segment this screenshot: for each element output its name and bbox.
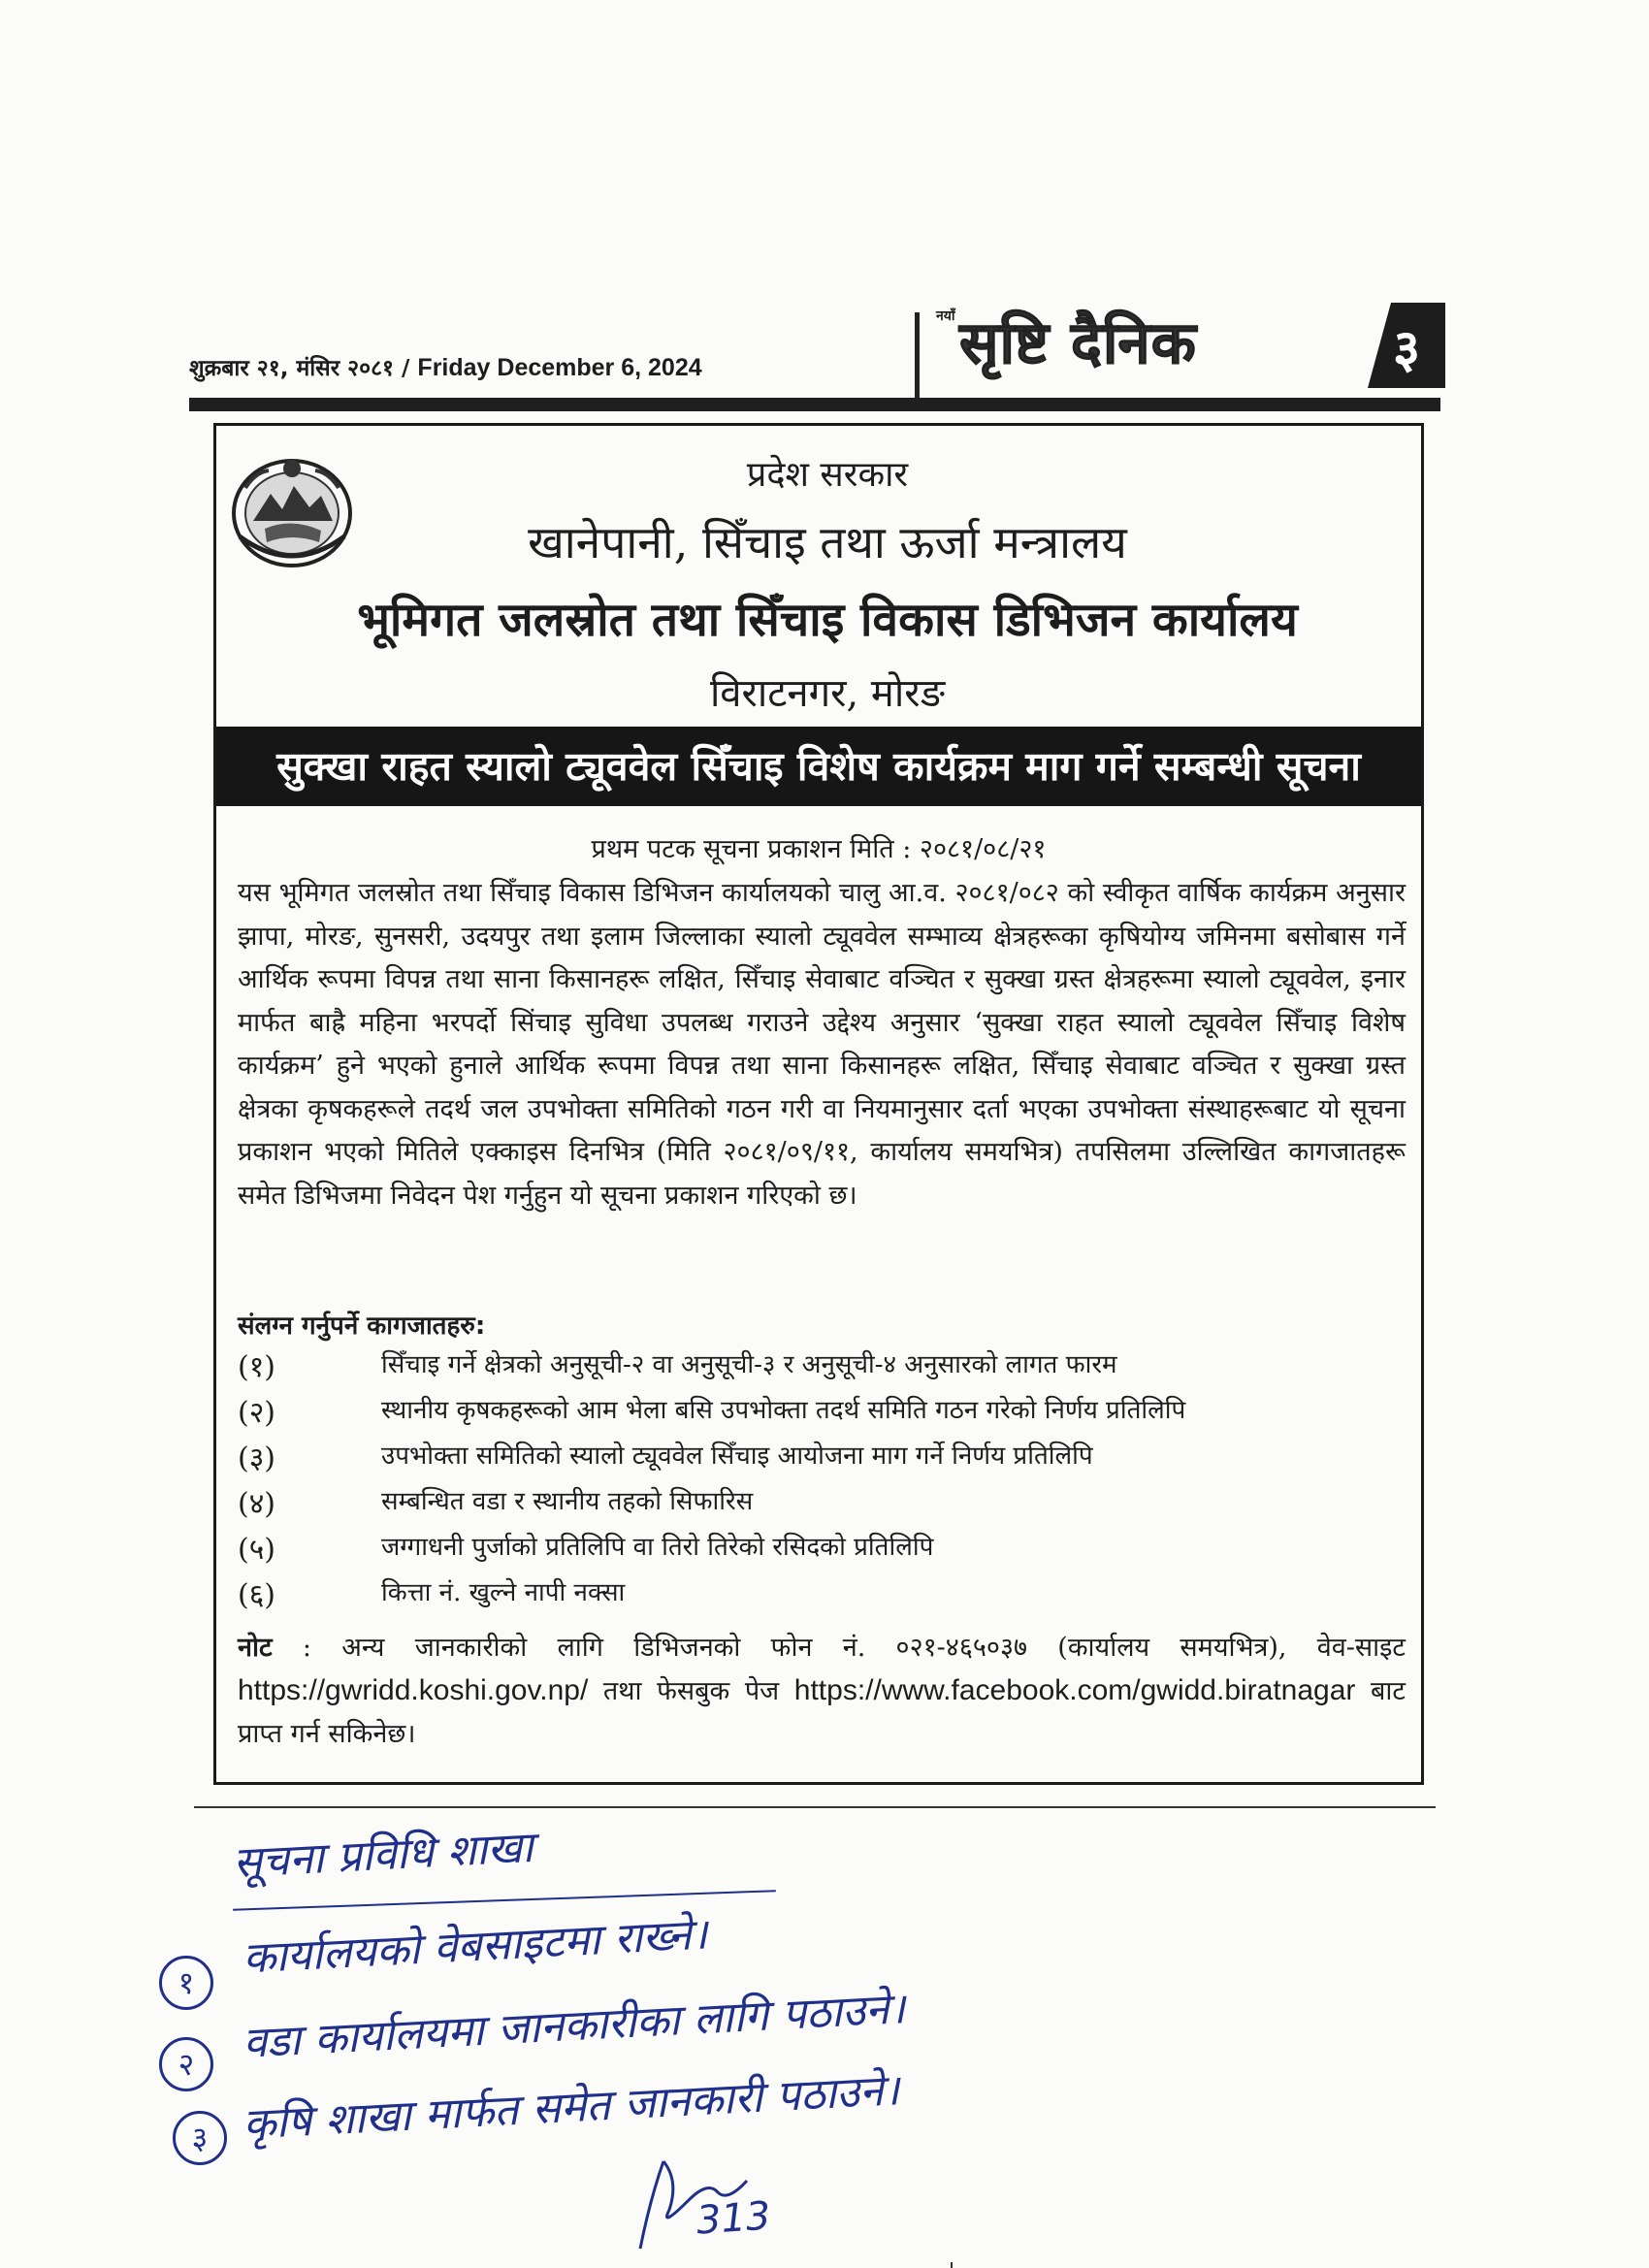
facebook-link[interactable]: https://www.facebook.com/gwidd.biratnagar — [793, 1674, 1356, 1706]
list-item-number: (१) — [238, 1350, 276, 1384]
header-ministry: खानेपानी, सिँचाइ तथा ऊर्जा मन्त्रालय — [528, 516, 1127, 568]
brand-prefix: नयाँ — [936, 308, 955, 324]
newspaper-masthead — [189, 301, 1440, 407]
handwritten-number: ३ — [173, 2111, 227, 2165]
note-label: नोट — [238, 1633, 273, 1663]
brand-name: सृष्टि दैनिक — [959, 309, 1197, 377]
list-item-number: (६) — [238, 1578, 276, 1612]
list-item — [238, 1345, 1402, 1391]
header-office: भूमिगत जलस्रोत तथा सिँचाइ विकास डिभिजन कार्यालय — [357, 593, 1298, 647]
list-item — [238, 1573, 1402, 1619]
signature-number: 313 — [695, 2193, 772, 2244]
date-english: Friday December 6, 2024 — [417, 354, 702, 381]
list-item-number: (५) — [238, 1533, 276, 1567]
list-item-text: सिँचाइ गर्ने क्षेत्रको अनुसूची-२ वा अनुसूची-३ र अनुसूची-४ अनुसारको लागत फारम — [381, 1350, 1117, 1379]
note-text: तथा फेसबुक पेज — [588, 1676, 794, 1706]
notice-title: सुक्खा राहत स्यालो ट्यूववेल सिँचाइ विशेष कार्यक्रम माग गर्ने सम्बन्धी सूचना — [216, 727, 1421, 806]
notice-body: यस भूमिगत जलस्रोत तथा सिँचाइ विकास डिभिजन कार्यालयको चालु आ.व. २०८१/०८२ को स्वीकृत वार्षिक कार्यक्रम अनुसार झापा, मोरङ, सुनसरी, उदयपुर तथा इलाम जिल्लाका स्यालो ट्यूववेल सम्भाव्य क्षेत्रहरूका कृषियोग्य जमिनमा बसोबास गर्ने आर्थिक रूपमा विपन्न तथा साना किसानहरू लक्षित, सिँचाइ सेवाबाट वञ्चित र सुक्खा ग्रस्त क्षेत्रहरूमा स्यालो ट्यूववेल, इनार मार्फत बाह्रै महिना भरपर्दो सिंचाइ सुविधा उपलब्ध गराउने उद्देश्य अनुसार ‘सुक्खा राहत स्यालो ट्यूववेल सिँचाइ विशेष कार्यक्रम’ हुने भएको हुनाले आर्थिक रूपमा विपन्न तथा साना किसानहरू लक्षित, सिँचाइ सेवाबाट वञ्चित र सुक्खा ग्रस्त क्षेत्रका कृषकहरूले तदर्थ जल उपभोक्ता समितिको गठन गरी वा नियमानुसार दर्ता भएका उपभोक्ता संस्थाहरूबाट यो सूचना प्रकाशन भएको मितिले एक्काइस दिनभित्र (मिति २०८१/०९/११, कार्यालय समयभित्र) तपसिलमा उल्लिखित कागजातहरू समेत डिभिजमा निवेदन पेश गर्नुहुन यो सूचना प्रकाशन गरिएको छ। — [238, 878, 1406, 1211]
list-item-text: सम्बन्धित वडा र स्थानीय तहको सिफारिस — [381, 1487, 754, 1516]
handwritten-instruction: कृषि शाखा मार्फत समेत जानकारी पठाउने। — [242, 2065, 901, 2150]
page-divider — [194, 1806, 1436, 1808]
documents-heading: संलग्न गर्नुपर्ने कागजातहरु: — [238, 1312, 486, 1341]
header-location: विराटनगर, मोरङ — [709, 671, 946, 716]
list-item-text: स्थानीय कृषकहरूको आम भेला बसि उपभोक्ता तदर्थ समिति गठन गरेको निर्णय प्रतिलिपि — [381, 1396, 1186, 1425]
list-item-text: उपभोक्ता समितिको स्यालो ट्यूववेल सिँचाइ आयोजना माग गर्ने निर्णय प्रतिलिपि — [381, 1442, 1093, 1471]
note-text: बाट प्राप्त गर्न सकिनेछ। — [238, 1676, 1406, 1749]
first-publication-date: प्रथम पटक सूचना प्रकाशन मिति : २०८१/०८/२१ — [591, 834, 1047, 864]
handwritten-number: २ — [159, 2037, 213, 2091]
list-item — [238, 1391, 1402, 1437]
list-item-number: (२) — [238, 1396, 276, 1430]
list-item-number: (३) — [238, 1442, 276, 1475]
list-item — [238, 1437, 1402, 1482]
date-nepali: शुक्रबार २१, मंसिर २०८१ / — [189, 356, 410, 381]
list-item — [238, 1482, 1402, 1528]
masthead-divider — [915, 312, 920, 398]
handwritten-instruction: वडा कार्यालयमा जानकारीका लागि पठाउने। — [242, 1984, 907, 2068]
government-notice — [213, 423, 1424, 1785]
handwritten-title: सूचना प्रविधि शाखा — [232, 1822, 534, 1889]
documents-list — [238, 1345, 1402, 1619]
handwritten-number: १ — [159, 1956, 213, 2010]
website-link[interactable]: https://gwridd.koshi.gov.np/ — [238, 1674, 589, 1706]
list-item-text: कित्ता नं. खुल्ने नापी नक्सा — [381, 1578, 626, 1607]
page-number: ३ — [1392, 318, 1421, 379]
list-item — [238, 1528, 1402, 1573]
handwritten-instruction: कार्यालयको वेबसाइटमा राख्ने। — [242, 1909, 709, 1984]
scan-mark — [951, 2262, 953, 2268]
note-text: : अन्य जानकारीको लागि डिभिजनको फोन नं. ०२१-४६५०३७ (कार्यालय समयभित्र), वेव-साइट — [272, 1633, 1406, 1663]
masthead-rule — [189, 398, 1440, 411]
publication-date-line — [189, 351, 702, 382]
header-province-government: प्रदेश सरकार — [746, 455, 909, 495]
contact-note — [238, 1627, 1406, 1756]
list-item-number: (४) — [238, 1487, 276, 1521]
list-item-text: जग्गाधनी पुर्जाको प्रतिलिपि वा तिरो तिरेको रसिदको प्रतिलिपि — [381, 1533, 934, 1562]
